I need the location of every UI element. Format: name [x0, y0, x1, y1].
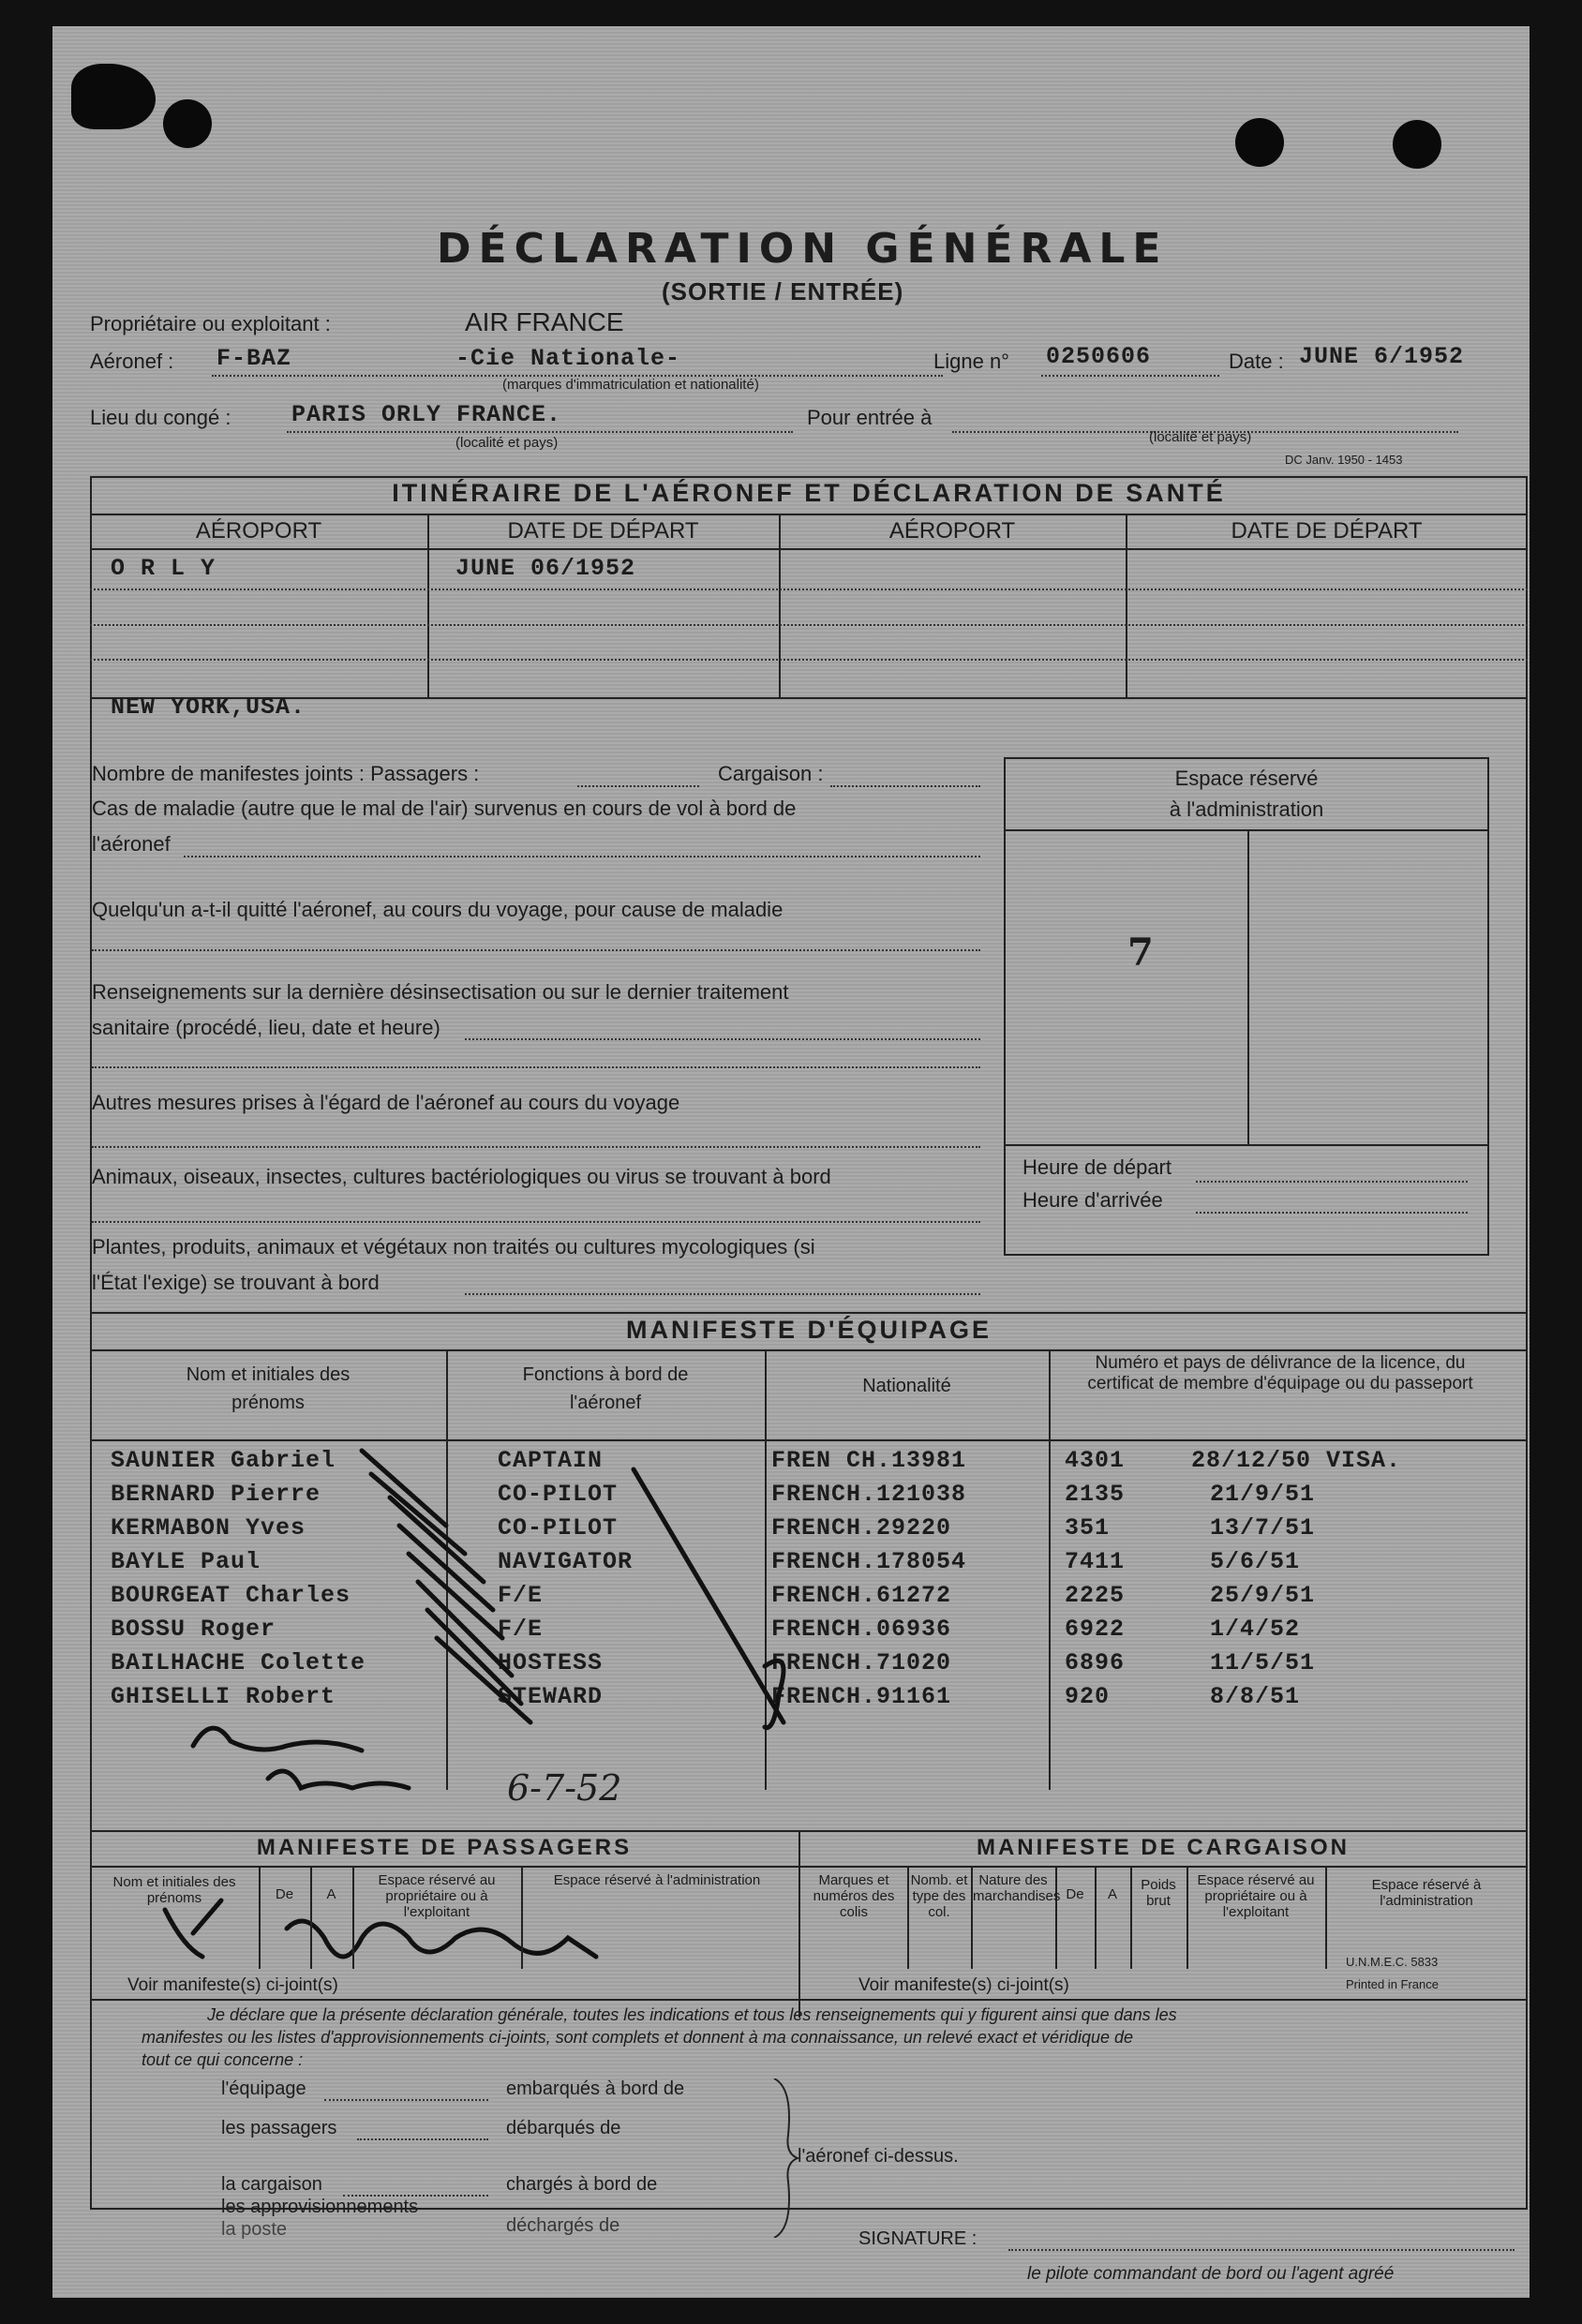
aircraft-registration: F-BAZ	[216, 345, 292, 372]
declaration-unloaded: déchargés de	[506, 2215, 620, 2236]
crew-nationality: FREN CH.13981	[771, 1447, 967, 1474]
crew-name: GHISELLI Robert	[111, 1683, 336, 1710]
crew-name: BAILHACHE Colette	[111, 1649, 366, 1676]
illness-label: Cas de maladie (autre que le mal de l'air) survenus en cours de vol à bord de	[92, 797, 797, 820]
crew-name: BERNARD Pierre	[111, 1481, 321, 1508]
crew-nationality: FRENCH.71020	[771, 1649, 952, 1676]
crew-handwritten-date: 6-7-52	[507, 1767, 622, 1809]
pax-see-manifest: Voir manifeste(s) ci-joint(s)	[127, 1975, 338, 1995]
admin-box-subtitle: à l'administration	[1169, 797, 1324, 821]
pax-col-a: A	[326, 1886, 336, 1902]
admin-box-title: Espace réservé	[1174, 767, 1319, 790]
crew-name: SAUNIER Gabriel	[111, 1447, 336, 1474]
marks-note: (marques d'immatriculation et nationalité)	[502, 377, 759, 393]
pax-col-de: De	[275, 1886, 294, 1902]
cargo-see-manifest: Voir manifeste(s) ci-joint(s)	[858, 1975, 1069, 1995]
disinsection-label: Renseignements sur la dernière désinsectisation ou sur le dernier traitement	[92, 980, 789, 1004]
pax-col-name: Nom et initiales des prénoms	[112, 1874, 236, 1906]
declaration-mail: la poste	[221, 2219, 288, 2240]
crew-nationality: FRENCH.29220	[771, 1514, 952, 1542]
other-measures-label: Autres mesures prises à l'égard de l'aéronef au cours du voyage	[92, 1091, 680, 1114]
printed-in-france: Printed in France	[1346, 1977, 1439, 1991]
crew-license-date: 13/7/51	[1210, 1514, 1316, 1542]
crew-col-nationality: Nationalité	[862, 1376, 951, 1396]
plants-label-2: l'État l'exige) se trouvant à bord	[92, 1271, 380, 1294]
crew-function: CO-PILOT	[498, 1481, 619, 1508]
clearance-place: PARIS ORLY FRANCE.	[291, 401, 562, 428]
declaration-passengers: les passagers	[221, 2118, 337, 2138]
cargo-col-owner: Espace réservé au propriétaire ou à l'exploitant	[1197, 1872, 1315, 1920]
crew-license-date: 21/9/51	[1210, 1481, 1316, 1508]
passenger-manifest-heading: MANIFESTE DE PASSAGERS	[256, 1835, 633, 1860]
crew-license-number: 2135	[1065, 1481, 1126, 1508]
place-note-2: (localité et pays)	[1149, 429, 1252, 445]
cargo-col-de: De	[1066, 1886, 1084, 1902]
crew-name: BAYLE Paul	[111, 1548, 261, 1575]
crew-function: STEWARD	[498, 1683, 604, 1710]
crew-license-number: 2225	[1065, 1582, 1126, 1609]
crew-license-number: 7411	[1065, 1548, 1126, 1575]
itinerary-airport-newyork: NEW YORK,USA.	[111, 693, 306, 721]
crew-nationality: FRENCH.178054	[771, 1548, 967, 1575]
pax-col-owner: Espace réservé au propriétaire ou à l'exploitant	[378, 1872, 496, 1920]
signature-label: SIGNATURE :	[858, 2228, 978, 2249]
cargo-col-weight: Poids brut	[1141, 1877, 1176, 1909]
cargo-col-nature: Nature des marchandises	[973, 1872, 1061, 1904]
place-note: (localité et pays)	[455, 435, 559, 451]
crew-license-date: 1/4/52	[1210, 1616, 1301, 1643]
crew-col-license: Numéro et pays de délivrance de la licence, du certificat de membre d'équipage ou du passeport	[1087, 1353, 1473, 1393]
crew-license-date: 28/12/50 VISA.	[1191, 1447, 1402, 1474]
manifests-label: Nombre de manifestes joints : Passagers :	[92, 762, 480, 785]
entry-label: Pour entrée à	[807, 406, 933, 429]
disinsection-label-2: sanitaire (procédé, lieu, date et heure)	[92, 1016, 440, 1039]
handwritten-checkmarks	[52, 26, 1530, 2298]
crew-col-name: Nom et initiales des prénoms	[186, 1364, 351, 1413]
crew-license-number: 351	[1065, 1514, 1111, 1542]
crew-license-date: 5/6/51	[1210, 1548, 1301, 1575]
line-number: 0250606	[1046, 343, 1152, 370]
crew-function: F/E	[498, 1582, 544, 1609]
cargo-col-a: A	[1107, 1886, 1117, 1902]
cargo-col-admin: Espace réservé à l'administration	[1371, 1877, 1482, 1909]
crew-manifest-heading: MANIFESTE D'ÉQUIPAGE	[626, 1316, 992, 1344]
itinerary-col-airport-2: AÉROPORT	[888, 518, 1016, 544]
itinerary-col-date-2: DATE DE DÉPART	[1231, 518, 1423, 544]
crew-name: KERMABON Yves	[111, 1514, 306, 1542]
cargo-col-count: Nomb. et type des col.	[910, 1872, 968, 1920]
crew-license-date: 25/9/51	[1210, 1582, 1316, 1609]
crew-col-function: Fonctions à bord de l'aéronef	[522, 1364, 689, 1413]
declaration-line-2: manifestes ou les listes d'approvisionnements ci-joints, sont complets et donnent à ma connaissance, un relevé exact et véridique de	[142, 2028, 1134, 2047]
declaration-form-sheet	[52, 26, 1530, 2298]
company-name: -Cie Nationale-	[455, 345, 681, 372]
crew-nationality: FRENCH.121038	[771, 1481, 967, 1508]
form-reference: DC Janv. 1950 - 1453	[1285, 453, 1403, 467]
animals-label: Animaux, oiseaux, insectes, cultures bactériologiques ou virus se trouvant à bord	[92, 1165, 831, 1188]
itinerary-col-airport: AÉROPORT	[195, 518, 322, 544]
declaration-line-1: Je déclare que la présente déclaration générale, toutes les indications et tous les renseignements qui y figurent ainsi que dans les	[207, 2005, 1177, 2024]
itinerary-col-date: DATE DE DÉPART	[507, 518, 699, 544]
declaration-embarked: embarqués à bord de	[506, 2078, 685, 2099]
declaration-cargo: la cargaison	[221, 2174, 322, 2195]
itinerary-heading: ITINÉRAIRE DE L'AÉRONEF ET DÉCLARATION DE SANTÉ	[392, 479, 1226, 507]
declaration-loaded: chargés à bord de	[506, 2174, 658, 2195]
crew-license-number: 6896	[1065, 1649, 1126, 1676]
arrival-time-label: Heure d'arrivée	[1022, 1188, 1163, 1212]
crew-license-number: 6922	[1065, 1616, 1126, 1643]
cargo-manifest-heading: MANIFESTE DE CARGAISON	[976, 1835, 1350, 1860]
declaration-aircraft-above: l'aéronef ci-dessus.	[798, 2146, 959, 2167]
clearance-label: Lieu du congé :	[90, 406, 231, 429]
declaration-brace	[765, 2078, 802, 2238]
declaration-crew: l'équipage	[221, 2078, 306, 2099]
crew-nationality: FRENCH.61272	[771, 1582, 952, 1609]
crew-name: BOSSU Roger	[111, 1616, 276, 1643]
declaration-disembarked: débarqués de	[506, 2118, 621, 2138]
crew-function: CAPTAIN	[498, 1447, 604, 1474]
crew-nationality: FRENCH.91161	[771, 1683, 952, 1710]
signatory-label: le pilote commandant de bord ou l'agent agréé	[1027, 2264, 1395, 2284]
unmec-code: U.N.M.E.C. 5833	[1346, 1955, 1439, 1969]
crew-license-number: 920	[1065, 1683, 1111, 1710]
cargo-col-marks: Marques et numéros des colis	[813, 1872, 895, 1920]
left-aircraft-label: Quelqu'un a-t-il quitté l'aéronef, au cours du voyage, pour cause de maladie	[92, 898, 784, 921]
aircraft-label: Aéronef :	[90, 350, 174, 373]
illness-label-2: l'aéronef	[92, 832, 171, 856]
date-label: Date :	[1229, 350, 1284, 373]
owner-value: AIR FRANCE	[465, 307, 624, 336]
crew-nationality: FRENCH.06936	[771, 1616, 952, 1643]
declaration-supplies: les approvisionnements	[221, 2197, 419, 2217]
itinerary-date-departure: JUNE 06/1952	[455, 555, 636, 582]
declaration-line-3: tout ce qui concerne :	[142, 2050, 304, 2069]
crew-name: BOURGEAT Charles	[111, 1582, 351, 1609]
departure-time-label: Heure de départ	[1022, 1155, 1172, 1179]
crew-license-date: 11/5/51	[1210, 1649, 1316, 1676]
admin-handwritten-mark: 7	[1127, 931, 1154, 975]
itinerary-airport-orly: O R L Y	[111, 555, 216, 582]
owner-label: Propriétaire ou exploitant :	[90, 312, 331, 335]
page-title: DÉCLARATION GÉNÉRALE	[437, 225, 1169, 273]
pax-col-admin: Espace réservé à l'administration	[553, 1872, 761, 1888]
date-value: JUNE 6/1952	[1299, 343, 1465, 370]
page-subtitle: (SORTIE / ENTRÉE)	[662, 277, 904, 305]
crew-function: HOSTESS	[498, 1649, 604, 1676]
plants-label: Plantes, produits, animaux et végétaux non traités ou cultures mycologiques (si	[92, 1235, 815, 1259]
line-label: Ligne n°	[933, 350, 1009, 373]
cargo-count-label: Cargaison :	[718, 762, 824, 785]
crew-license-number: 4301	[1065, 1447, 1126, 1474]
crew-function: F/E	[498, 1616, 544, 1643]
crew-license-date: 8/8/51	[1210, 1683, 1301, 1710]
crew-function: CO-PILOT	[498, 1514, 619, 1542]
crew-function: NAVIGATOR	[498, 1548, 634, 1575]
